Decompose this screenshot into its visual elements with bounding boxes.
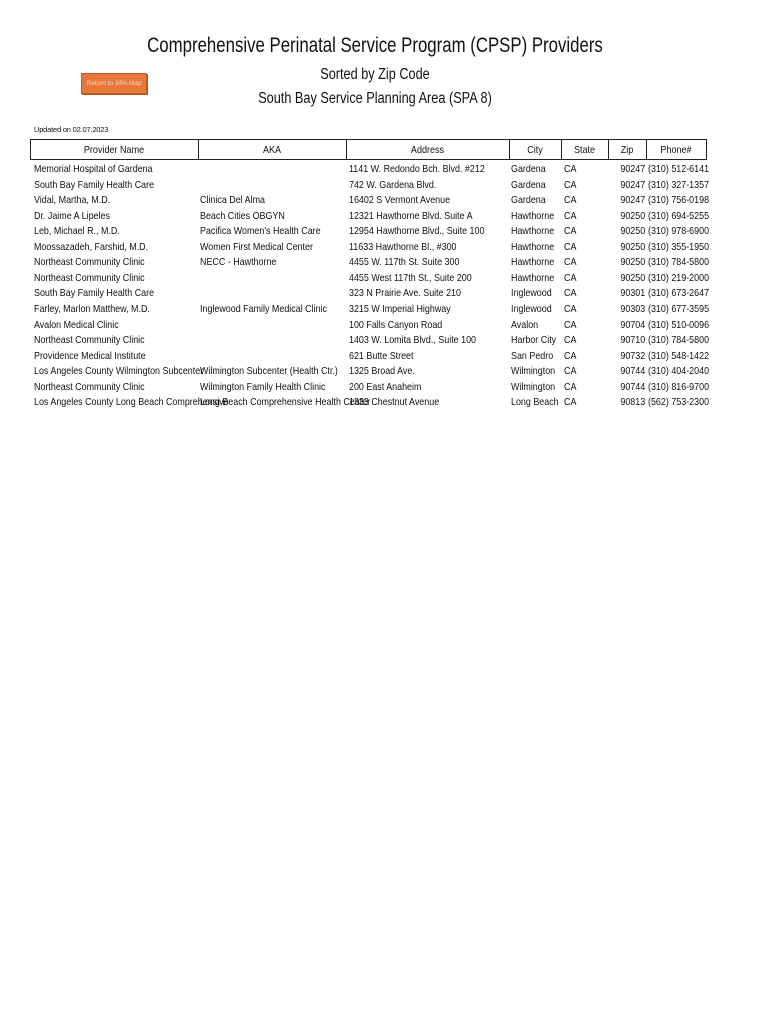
cell-state: CA: [564, 271, 577, 284]
cell-phone: (310) 404-2040: [648, 365, 710, 378]
column-header-city: City: [527, 144, 543, 156]
cell-phone: (310) 756-0198: [648, 194, 710, 207]
table-row: [0, 210, 770, 226]
cell-phone: (310) 548-1422: [648, 349, 710, 362]
table-row: [0, 225, 770, 241]
cell-address: 621 Butte Street: [349, 349, 414, 362]
cell-address: 1141 W. Redondo Bch. Blvd. #212: [349, 163, 485, 175]
cell-provider: Northeast Community Clinic: [34, 334, 145, 347]
cell-phone: (310) 512-6141: [648, 163, 710, 175]
cell-state: CA: [564, 163, 577, 175]
cell-provider: Northeast Community Clinic: [34, 271, 145, 284]
cell-phone: (310) 677-3595: [648, 302, 710, 315]
cell-city: Inglewood: [511, 287, 552, 300]
cell-state: CA: [564, 240, 577, 253]
table-header-bottom-rule: [30, 159, 706, 160]
cell-aka: Beach Cities OBGYN: [200, 209, 285, 222]
cell-phone: (310) 327-1357: [648, 178, 710, 191]
cell-state: CA: [564, 287, 577, 300]
cell-phone: (310) 219-2000: [648, 271, 710, 284]
table-row: [0, 303, 770, 319]
cell-zip: 90744: [620, 380, 645, 393]
cell-aka: Pacifica Women's Health Care: [200, 225, 321, 238]
return-to-map-button[interactable]: Return to SPA Map: [81, 73, 147, 94]
cell-phone: (310) 816-9700: [648, 380, 710, 393]
cell-city: San Pedro: [511, 349, 554, 362]
cell-city: Avalon: [511, 318, 539, 331]
cell-city: Inglewood: [511, 302, 552, 315]
cell-aka: Clinica Del Alma: [200, 194, 265, 207]
cell-provider: Leb, Michael R., M.D.: [34, 225, 120, 238]
cell-phone: (310) 355-1950: [648, 240, 710, 253]
cell-zip: 90250: [620, 209, 645, 222]
cell-address: 4455 West 117th St., Suite 200: [349, 271, 472, 284]
header-divider: [509, 139, 510, 160]
cell-state: CA: [564, 209, 577, 222]
column-header-provider: Provider Name: [83, 144, 145, 156]
cell-zip: 90250: [620, 225, 645, 238]
cell-provider: Los Angeles County Long Beach Comprehensive: [34, 396, 229, 409]
table-row: [0, 287, 770, 303]
cell-address: 1325 Broad Ave.: [349, 365, 415, 378]
cell-zip: 90247: [620, 178, 645, 191]
cell-state: CA: [564, 349, 577, 362]
cell-address: 100 Falls Canyon Road: [349, 318, 443, 331]
cell-state: CA: [564, 256, 577, 269]
cell-provider: Providence Medical Institute: [34, 349, 146, 362]
column-header-state: State: [573, 144, 596, 156]
cell-city: Hawthorne: [511, 240, 555, 253]
cell-city: Hawthorne: [511, 271, 555, 284]
cell-aka: Women First Medical Center: [200, 240, 313, 253]
cell-phone: (310) 673-2647: [648, 287, 710, 300]
cell-state: CA: [564, 365, 577, 378]
cell-city: Hawthorne: [511, 209, 555, 222]
cell-address: 3215 W Imperial Highway: [349, 302, 451, 315]
cell-address: 200 East Anaheim: [349, 380, 422, 393]
cell-address: 1403 W. Lomita Blvd., Suite 100: [349, 334, 477, 347]
cell-address: 4455 W. 117th St. Suite 300: [349, 256, 460, 269]
cell-city: Hawthorne: [511, 225, 555, 238]
cell-address: 742 W. Gardena Blvd.: [349, 178, 437, 191]
cell-zip: 90250: [620, 256, 645, 269]
cell-state: CA: [564, 380, 577, 393]
cell-zip: 90303: [620, 302, 645, 315]
cell-state: CA: [564, 178, 577, 191]
cell-aka: Wilmington Family Health Clinic: [200, 380, 326, 393]
table-row: [0, 163, 770, 179]
cell-provider: Memorial Hospital of Gardena: [34, 163, 153, 175]
cell-address: 16402 S Vermont Avenue: [349, 194, 451, 207]
cell-state: CA: [564, 225, 577, 238]
cell-provider: Northeast Community Clinic: [34, 380, 145, 393]
cell-aka: Wilmington Subcenter (Health Ctr.): [200, 365, 338, 378]
table-row: [0, 194, 770, 210]
header-divider: [346, 139, 347, 160]
cell-provider: Northeast Community Clinic: [34, 256, 145, 269]
cell-zip: 90813: [620, 396, 645, 409]
table-row: [0, 350, 770, 366]
header-divider: [30, 139, 31, 160]
cell-city: Gardena: [511, 163, 546, 175]
cell-state: CA: [564, 318, 577, 331]
cell-provider: Los Angeles County Wilmington Subcenter: [34, 365, 204, 378]
cell-city: Long Beach: [511, 396, 559, 409]
cell-state: CA: [564, 194, 577, 207]
cell-phone: (310) 510-0096: [648, 318, 710, 331]
cell-address: 12954 Hawthorne Blvd., Suite 100: [349, 225, 485, 238]
table-row: [0, 365, 770, 381]
table-row: [0, 396, 770, 412]
cell-provider: South Bay Family Health Care: [34, 178, 155, 191]
table-row: [0, 381, 770, 397]
cell-provider: South Bay Family Health Care: [34, 287, 155, 300]
cell-address: 12321 Hawthorne Blvd. Suite A: [349, 209, 473, 222]
page-title: Comprehensive Perinatal Service Program (CPSP) Providers: [147, 34, 603, 57]
column-header-zip: Zip: [620, 144, 634, 156]
cell-address: 323 N Prairie Ave. Suite 210: [349, 287, 461, 300]
cell-provider: Farley, Marlon Matthew, M.D.: [34, 302, 150, 315]
header-divider: [706, 139, 707, 160]
column-header-phone: Phone#: [660, 144, 692, 156]
table-row: [0, 319, 770, 335]
column-header-aka: AKA: [262, 144, 282, 156]
cell-zip: 90250: [620, 240, 645, 253]
cell-zip: 90250: [620, 271, 645, 284]
header-divider: [646, 139, 647, 160]
table-row: [0, 334, 770, 350]
header-divider: [608, 139, 609, 160]
cell-city: Gardena: [511, 194, 546, 207]
cell-city: Harbor City: [511, 334, 557, 347]
cell-aka: Inglewood Family Medical Clinic: [200, 302, 327, 315]
table-row: [0, 272, 770, 288]
cell-phone: (310) 978-6900: [648, 225, 710, 238]
cell-state: CA: [564, 302, 577, 315]
cell-zip: 90704: [620, 318, 645, 331]
cell-address: 11633 Hawthorne Bl., #300: [349, 240, 457, 253]
cell-zip: 90301: [620, 287, 645, 300]
column-header-address: Address: [410, 144, 445, 156]
cell-zip: 90732: [620, 349, 645, 362]
table-row: [0, 256, 770, 272]
table-header-top-rule: [30, 139, 706, 140]
cell-city: Wilmington: [511, 380, 556, 393]
page-subtitle-area: South Bay Service Planning Area (SPA 8): [258, 90, 492, 107]
cell-phone: (310) 694-5255: [648, 209, 710, 222]
cell-city: Wilmington: [511, 365, 556, 378]
header-divider: [198, 139, 199, 160]
cell-city: Hawthorne: [511, 256, 555, 269]
cell-zip: 90744: [620, 365, 645, 378]
table-row: [0, 179, 770, 195]
page-subtitle-sort: Sorted by Zip Code: [320, 66, 430, 83]
updated-date: Updated on 02.07.2023: [34, 125, 109, 134]
cell-provider: Avalon Medical Clinic: [34, 318, 119, 331]
cell-zip: 90710: [620, 334, 645, 347]
cell-provider: Vidal, Martha, M.D.: [34, 194, 111, 207]
cell-aka: Long Beach Comprehensive Health Center: [200, 396, 371, 409]
cell-phone: (310) 784-5800: [648, 256, 710, 269]
table-row: [0, 241, 770, 257]
cell-zip: 90247: [620, 163, 645, 175]
cell-phone: (562) 753-2300: [648, 396, 710, 409]
cell-aka: NECC - Hawthorne: [200, 256, 277, 269]
cell-zip: 90247: [620, 194, 645, 207]
header-divider: [561, 139, 562, 160]
cell-phone: (310) 784-5800: [648, 334, 710, 347]
cell-provider: Moossazadeh, Farshid, M.D.: [34, 240, 149, 253]
cell-state: CA: [564, 334, 577, 347]
cell-city: Gardena: [511, 178, 546, 191]
cell-state: CA: [564, 396, 577, 409]
cell-address: 1333 Chestnut Avenue: [349, 396, 440, 409]
cell-provider: Dr. Jaime A Lipeles: [34, 209, 110, 222]
